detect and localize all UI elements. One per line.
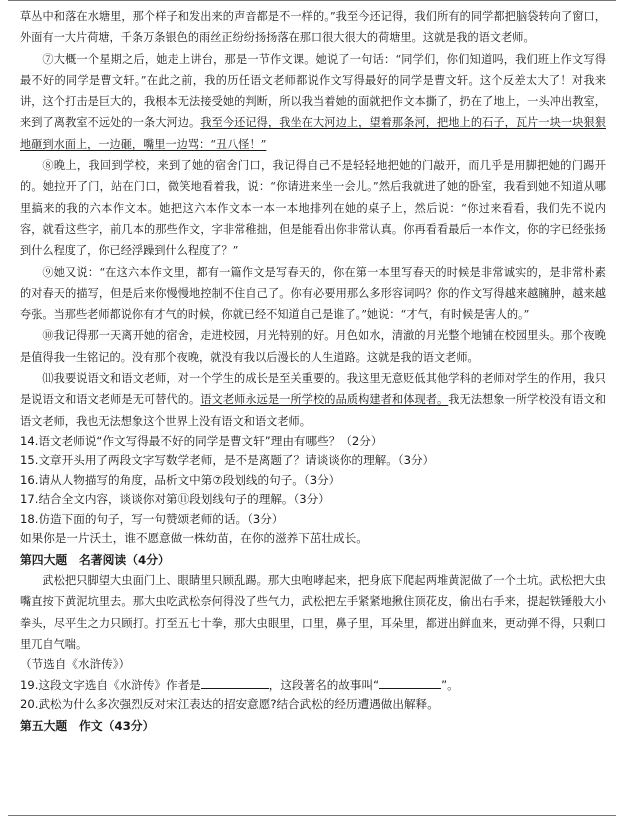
question-19	[20, 675, 606, 696]
section-4-title: 第四大题 名著阅读	[20, 552, 127, 567]
section-5-title: 第五大题 作文	[20, 718, 103, 733]
top-border-line	[8, 0, 616, 1]
paragraph-9: ⑨她又说：“在这六本作文里，都有一篇作文是写春天的，你在第一本里写春天的时候是非常诚实的，是非常朴素的对春天的描写，但是后来你慢慢地控制不住自己了。你有必要用那么多形容词吗？你的作文写得越来越臃肿，越来越夸张。当那些老师都说你有才气的时候，你就已经不知道自己是谁了。”她说：“才气，有时候是害人的。”	[20, 265, 606, 322]
author-answer-blank[interactable]	[201, 675, 269, 689]
paragraph-10: ⑩我记得那一天离开她的宿舍，走进校园，月光特别的好。月色如水，清澈的月光整个地铺在校园里头。那个夜晚是值得我一生铭记的。没有那个夜晚，就没有我以后漫长的人生道路。这就是我的语文老师。	[20, 329, 606, 364]
bottom-border-line	[8, 815, 616, 816]
question-19-text-c: ”。	[441, 677, 459, 692]
question-17: 17.结合全文内容，谈谈你对第⑪段划线句子的理解。（3分）	[20, 492, 330, 507]
paragraph-7	[20, 49, 606, 155]
story-answer-blank[interactable]	[379, 675, 441, 689]
paragraph-6-tail: 草丛中和落在水塘里，那个样子和发出来的声音都是不一样的。”我至今还记得，我们所有的同学都把脑袋转向了窗口，外面有一大片荷塘，千条万条银色的雨丝正纷纷扬扬落在那口很大很大的荷塘里。这就是我的语文老师。	[20, 10, 606, 45]
question-16: 16.请从人物描写的角度，品析文中第⑦段划线的句子。（3分）	[20, 472, 341, 487]
question-18-example: 如果你是一片沃土，谁不愿意做一株幼苗，在你的滋养下茁壮成长。	[20, 531, 368, 546]
paragraph-11-text: ⑾我要说语文和语文老师，对一个学生的成长是至关重要的。我这里无意贬低其他学科的老师对学生的作用，我只是说语文和语文老师是无可替代的。	[20, 372, 606, 407]
paragraph-11	[20, 368, 606, 432]
section-5-heading	[20, 716, 606, 736]
section-4-points: （4分）	[126, 552, 170, 567]
question-19-text-b: ，这段著名的故事叫“	[268, 677, 380, 692]
section-5-points: （43分）	[102, 718, 155, 733]
question-20: 20.武松为什么多次强烈反对宋江表达的招安意愿?结合武松的经历遭遇做出解释。	[20, 697, 439, 712]
section-4-source: （节选自《水浒传》）	[20, 657, 131, 672]
question-14: 14.语文老师说“作文写得最不好的同学是曹文轩”理由有哪些？（2分）	[20, 433, 383, 448]
section-4-passage: 武松把只脚望大虫面门上、眼睛里只顾乱踢。那大虫咆哮起来，把身底下爬起两堆黄泥做了一个土坑。武松把大虫嘴直按下黄泥坑里去。那大虫吃武松奈何得没了些气力，武松把左手紧紧地揪住顶花皮，偷出右手来，提起铁锤般大小拳头，尽平生之力只顾打。打至五七十拳，那大虫眼里，口里，鼻子里，耳朵里，都迸出鲜血来，更动弹不得，只剩口里兀自气喘。	[20, 573, 606, 651]
paragraph-8: ⑧晚上，我回到学校，来到了她的宿舍门口，我记得自己不是轻轻地把她的门敲开，而几乎是用脚把她的门踢开的。她拉开了门，站在门口，微笑地看着我，说：“你请进来坐一会儿。”然后我就进了她的卧室，我看到她不知道从哪里搞来的我的六本作文本。她把这六本作文本一本一本地排列在她的桌子上，然后说：“你过来看看，我们先不说内容，就看这些字，前几本的那些作文，字非常稚拙，但是能看出你非常认真。你再看看最后一本作文，你的字已经张扬到什么程度了，你已经浮躁到什么程度了？”	[20, 159, 606, 258]
paragraph-7-text: ⑦大概一个星期之后，她走上讲台，那是一节作文课。她说了一句话：“同学们，你们知道吗，我们班上作文写得最不好的同学是曹文轩。”在此之前，我的历任语文老师都说作文写得最好的同学是曹文轩。这个反差太大了！对我来讲，这个打击是巨大的，我根本无法接受她的判断，所以我当着她的面就把作文本撕了，扔在了地上，一头冲出教室，来到了离教室不远处的一条大河边。	[20, 52, 606, 130]
question-19-text-a: 19.这段文字选自《水浒传》作者是	[20, 677, 201, 692]
content-column	[20, 6, 606, 736]
section-4-heading	[20, 550, 606, 570]
paragraph-7-underlined-sentence: 我至今还记得，我坐在大河边上，望着那条河，把地上的石子，瓦片一块一块狠狠地砸到水面上，一边砸，嘴里一边骂：“丑八怪！”	[20, 116, 606, 151]
paragraph-11-underlined-sentence: 语文老师永远是一所学校的品质构建者和体现者。	[200, 393, 449, 407]
question-15: 15.文章开头用了两段文字写数学老师，是不是离题了？请谈谈你的理解。（3分）	[20, 453, 435, 468]
question-18: 18.仿造下面的句子，写一句赞颂老师的话。（3分）	[20, 511, 284, 526]
paragraph-11-text-end: 我无法想象一所学校没有语文和语文老师，我也无法想象这个世界上没有语文和语文老师。	[20, 393, 606, 428]
